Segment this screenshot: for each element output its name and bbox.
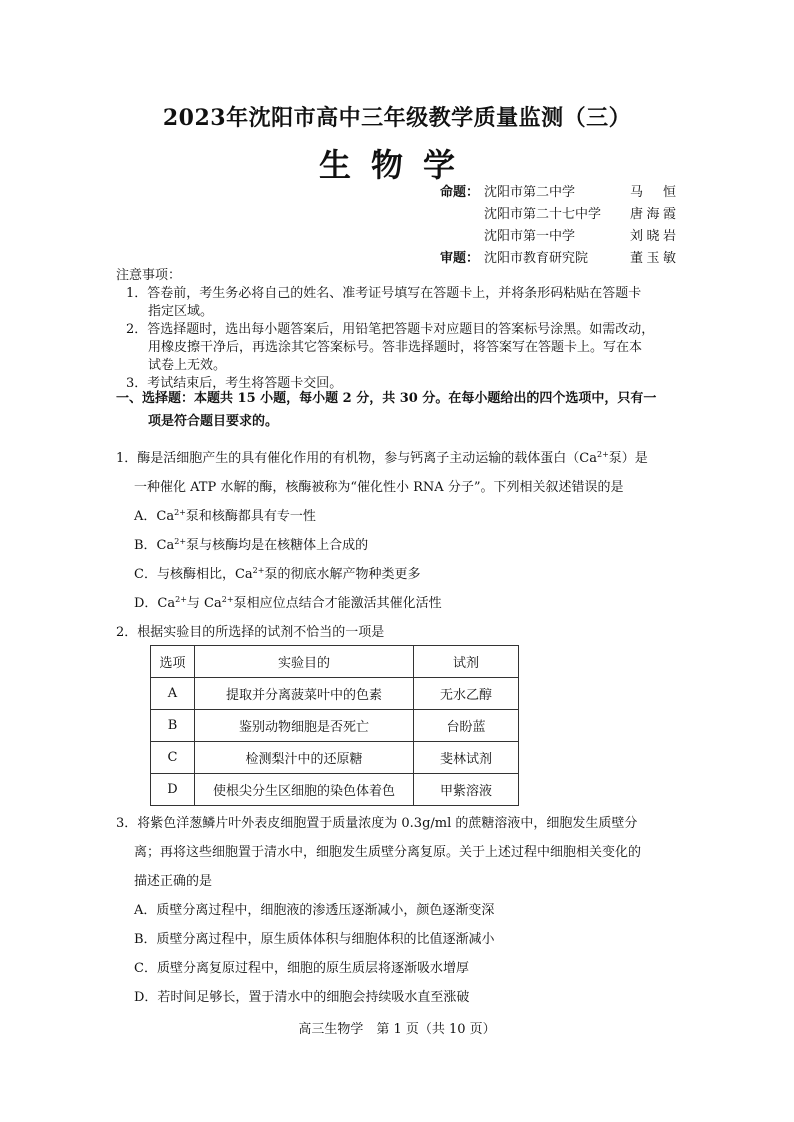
table-row <box>151 710 519 742</box>
note-item-1-line2: 指定区域。 <box>148 304 214 319</box>
option-text: C．与核酶相比，Ca <box>134 567 253 582</box>
table-header-cell: 选项 <box>151 646 195 678</box>
table-row <box>151 678 519 710</box>
section-heading-line1: 一、选择题：本题共 15 小题，每小题 2 分，共 30 分。在每小题给出的四个选项中，只有一 <box>116 391 657 406</box>
credit-row <box>440 182 676 204</box>
exam-title: 2023年沈阳市高中三年级教学质量监测（三） <box>162 105 632 131</box>
q1-option-a[interactable] <box>134 505 316 524</box>
section-heading-line2: 项是符合题目要求的。 <box>148 414 279 429</box>
note-item-2-line1: 2．答选择题时，选出每小题答案后，用铅笔把答题卡对应题目的答案标号涂黑。如需改动， <box>126 322 655 337</box>
option-text: 与 Ca <box>186 596 222 611</box>
q3-stem-line2: 离；再将这些细胞置于清水中，细胞发生质壁分离复原。关于上述过程中细胞相关变化的 <box>134 845 642 860</box>
table-row <box>151 742 519 774</box>
q1-stem-text: 泵）是 <box>608 451 648 466</box>
credit-row <box>440 204 676 226</box>
q3-option-b[interactable]: B．质壁分离过程中，原生质体体积与细胞体积的比值逐渐减小 <box>134 932 495 947</box>
table-header-cell: 实验目的 <box>195 646 414 678</box>
table-cell: 无水乙醇 <box>414 678 519 710</box>
table-cell: D <box>151 774 195 806</box>
table-cell: 提取并分离菠菜叶中的色素 <box>195 678 414 710</box>
q3-stem-line1: 3．将紫色洋葱鳞片叶外表皮细胞置于质量浓度为 0.3g/ml 的蔗糖溶液中，细胞发生质壁分 <box>116 816 638 831</box>
credit-name: 刘晓岩 <box>630 229 676 244</box>
option-text: B．Ca <box>134 538 175 553</box>
option-text: 泵的彻底水解产物种类更多 <box>264 567 421 582</box>
option-text: 泵与核酶均是在核糖体上合成的 <box>186 538 369 553</box>
table-header-cell: 试剂 <box>414 646 519 678</box>
superscript: 2+ <box>174 537 187 546</box>
credit-school: 沈阳市第一中学 <box>484 229 576 244</box>
credit-role: 审题： <box>440 251 480 266</box>
credit-name: 唐海霞 <box>630 207 676 222</box>
q3-option-c[interactable]: C．质壁分离复原过程中，细胞的原生质层将逐渐吸水增厚 <box>134 961 469 976</box>
q1-stem-text: 1．酶是活细胞产生的具有催化作用的有机物，参与钙离子主动运输的载体蛋白（Ca <box>116 451 597 466</box>
table-cell: 使根尖分生区细胞的染色体着色 <box>195 774 414 806</box>
superscript: 2+ <box>175 595 187 604</box>
superscript: 2+ <box>252 566 265 575</box>
credit-school: 沈阳市教育研究院 <box>484 251 589 266</box>
q1-stem-line2: 一种催化 ATP 水解的酶，核酶被称为“催化性小 RNA 分子”。下列相关叙述错误的是 <box>134 480 624 495</box>
credit-school: 沈阳市第二十七中学 <box>484 207 602 222</box>
table-cell: 鉴别动物细胞是否死亡 <box>195 710 414 742</box>
q2-stem: 2．根据实验目的所选择的试剂不恰当的一项是 <box>116 625 385 640</box>
credits-block <box>440 182 676 270</box>
credit-role: 命题： <box>440 185 480 200</box>
q1-option-d[interactable] <box>134 592 442 611</box>
q1-stem-line1 <box>116 447 648 466</box>
table-cell: C <box>151 742 195 774</box>
q3-option-d[interactable]: D．若时间足够长，置于清水中的细胞会持续吸水直至涨破 <box>134 990 470 1005</box>
option-text: 泵和核酶都具有专一性 <box>185 509 316 524</box>
note-item-2-line3: 试卷上无效。 <box>148 358 227 373</box>
table-row <box>151 774 519 806</box>
note-item-3-line1: 3．考试结束后，考生将答题卡交回。 <box>126 376 343 391</box>
credit-role <box>440 204 484 226</box>
table-header-row <box>151 646 519 678</box>
q2-table <box>150 645 519 806</box>
table-cell: B <box>151 710 195 742</box>
note-item-2-line2: 用橡皮擦干净后，再选涂其它答案标号。答非选择题时，将答案写在答题卡上。写在本 <box>148 340 643 355</box>
credit-school: 沈阳市第二中学 <box>484 185 576 200</box>
credit-name: 董玉敏 <box>630 251 676 266</box>
superscript: 2+ <box>174 508 186 517</box>
superscript: 2+ <box>596 450 609 459</box>
option-text: D．Ca <box>134 596 176 611</box>
option-text: 泵相应位点结合才能激活其催化活性 <box>233 596 442 611</box>
notes-heading: 注意事项： <box>116 268 182 283</box>
option-text: A．Ca <box>134 509 175 524</box>
subject-title: 生物学 <box>318 146 475 184</box>
table-cell: 检测梨汁中的还原糖 <box>195 742 414 774</box>
page-footer: 高三生物学 第 1 页（共 10 页） <box>298 1022 496 1037</box>
q1-option-b[interactable] <box>134 534 368 553</box>
table-cell: 台盼蓝 <box>414 710 519 742</box>
credit-name: 马 恒 <box>630 185 676 200</box>
q1-option-c[interactable] <box>134 563 420 582</box>
q3-option-a[interactable]: A．质壁分离过程中，细胞液的渗透压逐渐减小，颜色逐渐变深 <box>134 903 495 918</box>
credit-row <box>440 226 676 248</box>
credit-row <box>440 248 676 270</box>
superscript: 2+ <box>221 595 234 604</box>
table-cell: 甲紫溶液 <box>414 774 519 806</box>
q3-stem-line3: 描述正确的是 <box>134 874 213 889</box>
note-item-1-line1: 1．答卷前，考生务必将自己的姓名、准考证号填写在答题卡上，并将条形码粘贴在答题卡 <box>126 286 642 301</box>
table-cell: 斐林试剂 <box>414 742 519 774</box>
table-cell: A <box>151 678 195 710</box>
credit-role <box>440 226 484 248</box>
